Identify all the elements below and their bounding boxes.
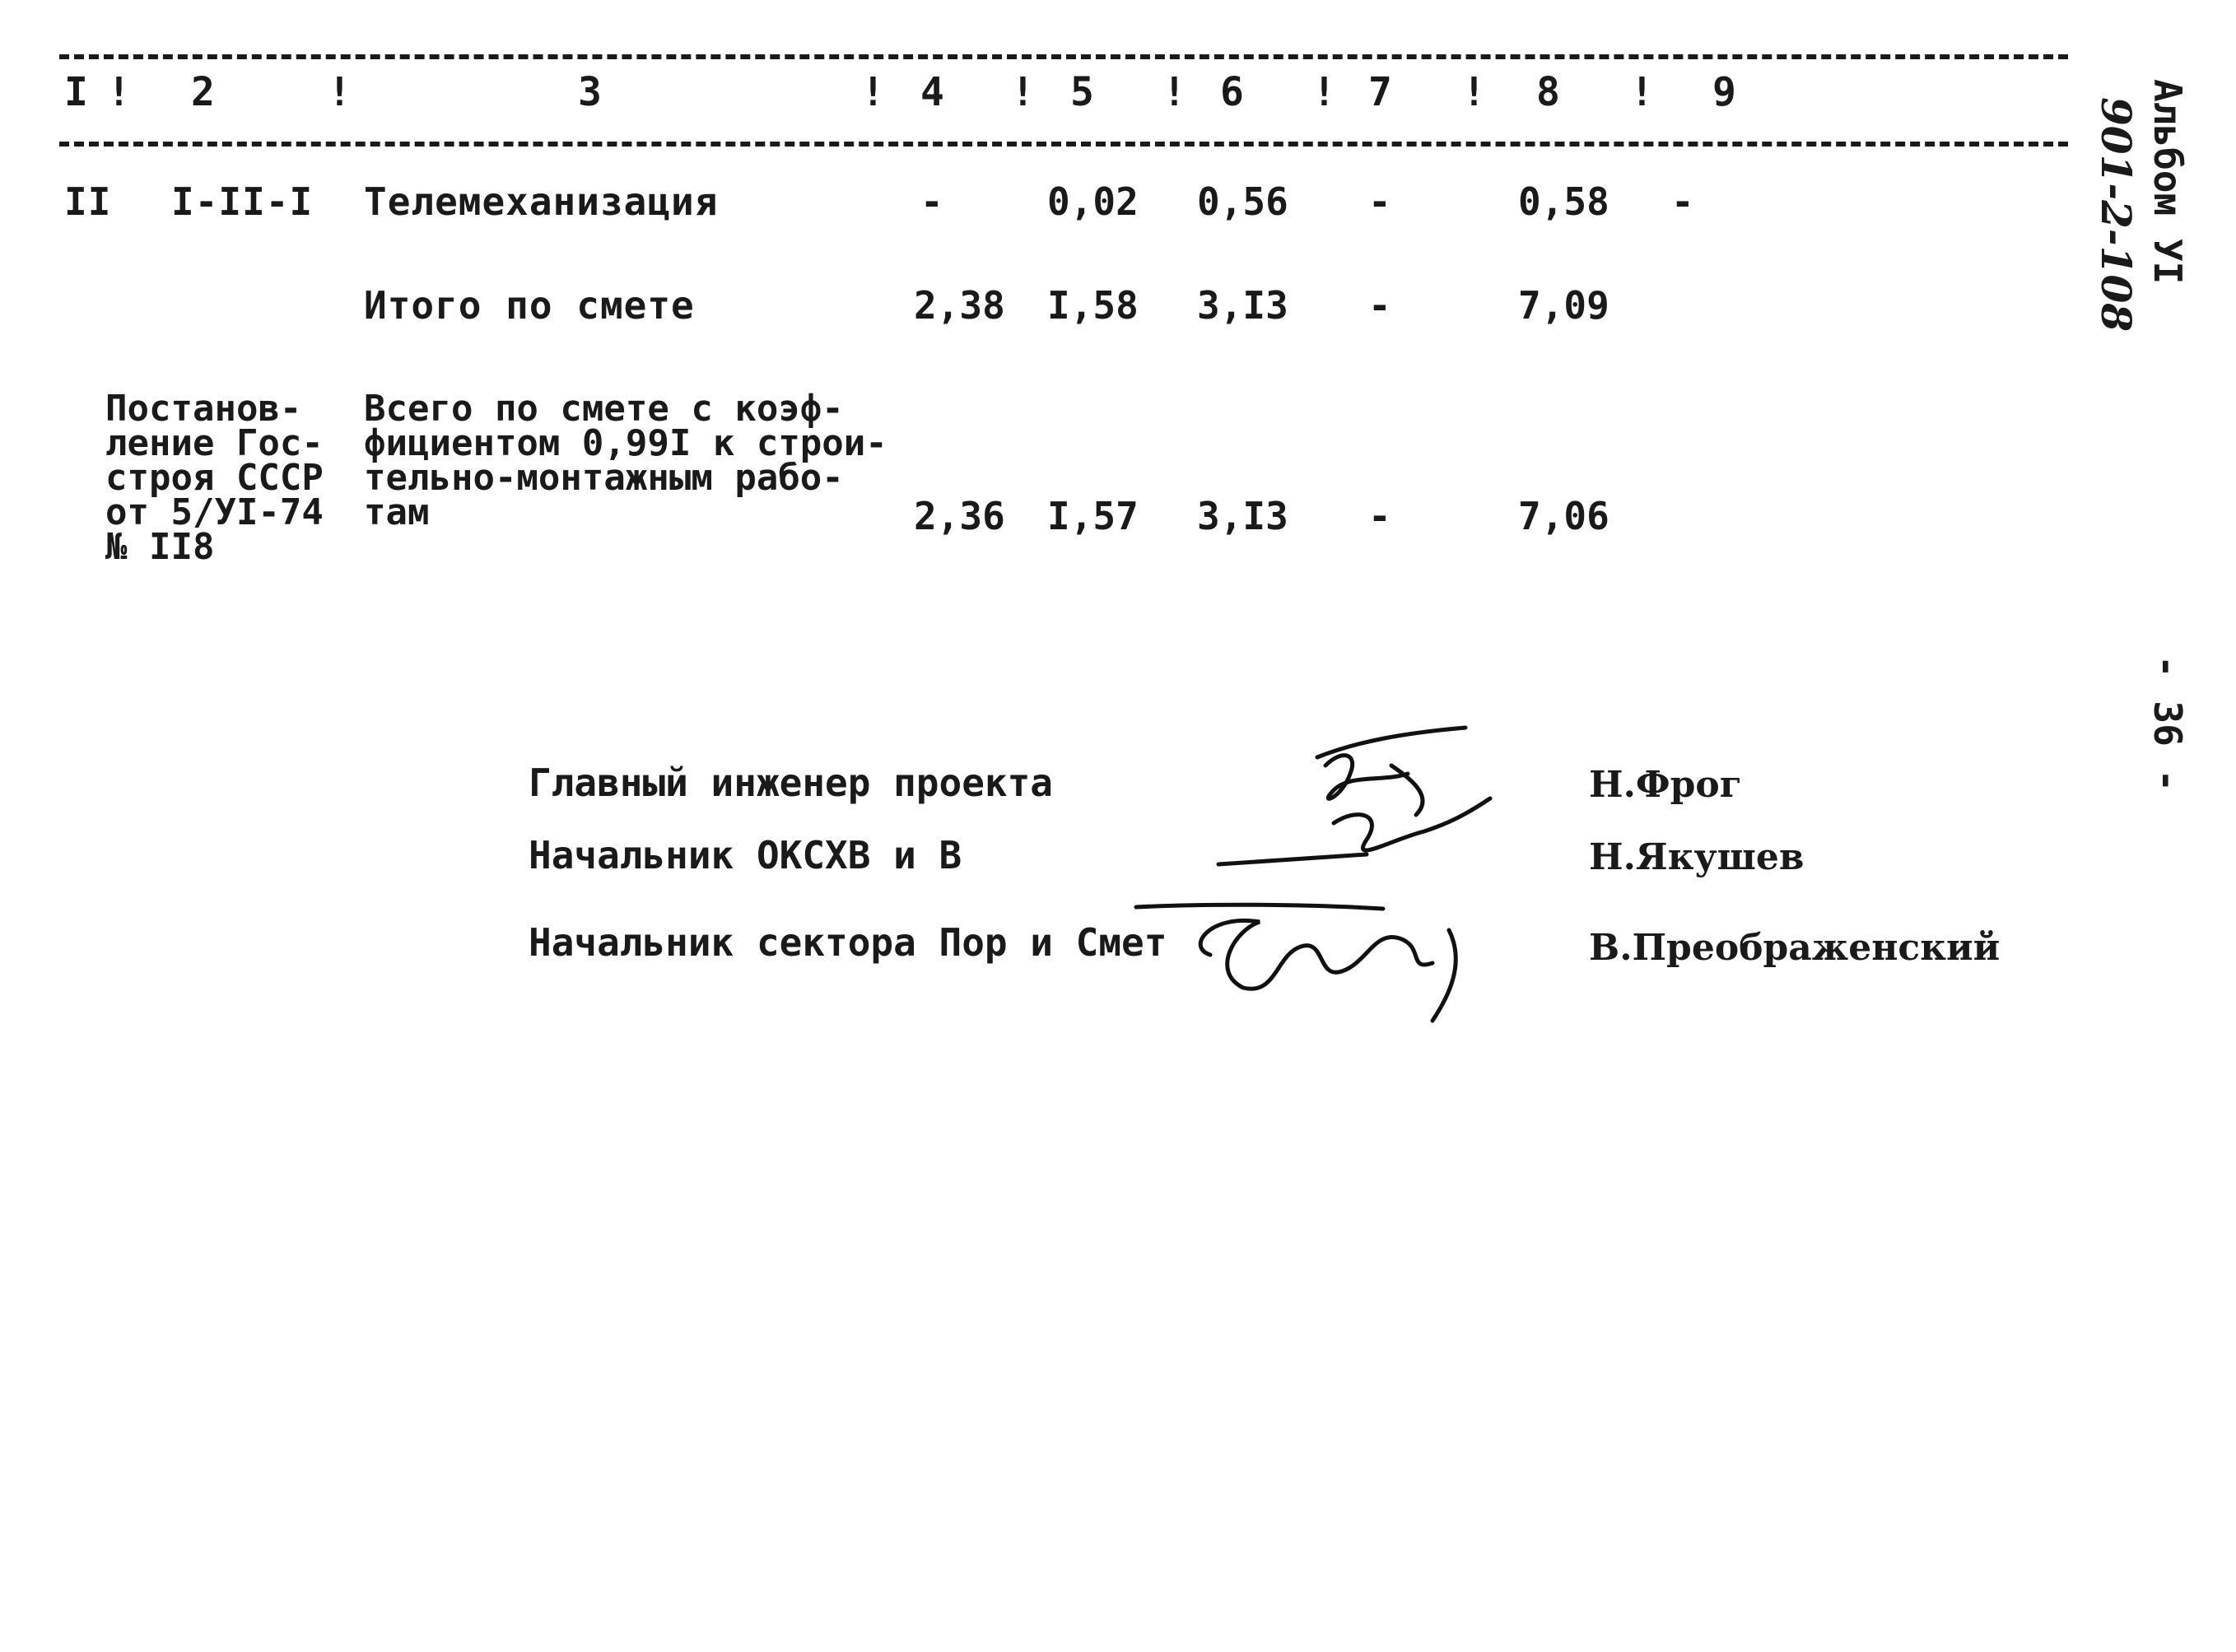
signature-name-head-sector: В.Преображенский xyxy=(1589,927,2001,969)
row1-code: I-II-I xyxy=(171,179,314,224)
row1-col4: - xyxy=(920,179,943,224)
row3-title-line: тельно-монтажным рабо- xyxy=(364,457,844,499)
handwritten-signature-1 xyxy=(1218,716,1531,881)
col-separator: ! xyxy=(1312,69,1336,115)
row3-col5: I,57 xyxy=(1047,494,1139,538)
row3-basis-line: Постанов- xyxy=(105,388,302,430)
col-header-3: 3 xyxy=(578,69,602,115)
row1-title: Телемеханизация xyxy=(364,179,719,224)
header-bottom-rule xyxy=(59,142,2068,147)
col-header-6: 6 xyxy=(1220,69,1244,115)
col-header-7: 7 xyxy=(1368,69,1392,115)
row1-col6: 0,56 xyxy=(1197,179,1288,224)
row3-title-line: Всего по смете с коэф- xyxy=(364,388,844,430)
col-header-8: 8 xyxy=(1536,69,1560,115)
row2-col6: 3,I3 xyxy=(1197,283,1288,328)
signature-name-chief-engineer: Н.Фрог xyxy=(1589,764,1742,806)
row3-title-line: там xyxy=(364,491,430,533)
col-separator: ! xyxy=(1162,69,1186,115)
project-code: 901-2-108 xyxy=(2092,97,2141,333)
row3-col7: - xyxy=(1368,494,1391,538)
signature-name-head-oksxv: Н.Якушев xyxy=(1589,836,1805,878)
row3-title-line: фициентом 0,99I к строи- xyxy=(364,422,887,464)
row1-section: II xyxy=(64,179,112,224)
row1-col9: - xyxy=(1671,179,1694,224)
col-header-2: 2 xyxy=(191,69,215,115)
col-header-4: 4 xyxy=(920,69,944,115)
row2-col8: 7,09 xyxy=(1518,283,1609,328)
row1-col7: - xyxy=(1368,179,1391,224)
col-header-1: I xyxy=(64,69,88,115)
signature-role-head-sector: Начальник сектора Пор и Смет xyxy=(529,920,1167,965)
row3-basis-line: № II8 xyxy=(105,526,215,568)
row2-col5: I,58 xyxy=(1047,283,1139,328)
row2-col7: - xyxy=(1368,283,1391,328)
col-separator: ! xyxy=(1011,69,1035,115)
row1-col5: 0,02 xyxy=(1047,179,1139,224)
row1-col8: 0,58 xyxy=(1518,179,1609,224)
row3-basis-line: от 5/УI-74 xyxy=(105,491,324,533)
album-label: Альбом УI xyxy=(2145,79,2190,285)
row3-col8: 7,06 xyxy=(1518,494,1609,538)
col-header-5: 5 xyxy=(1070,69,1094,115)
col-separator: ! xyxy=(1462,69,1486,115)
row2-col4: 2,38 xyxy=(914,283,1005,328)
col-separator: ! xyxy=(1630,69,1654,115)
row3-col6: 3,I3 xyxy=(1197,494,1288,538)
col-separator: ! xyxy=(861,69,885,115)
col-header-9: 9 xyxy=(1712,69,1736,115)
row3-basis-line: ление Гос- xyxy=(105,422,324,464)
row3-basis-line: строя СССР xyxy=(105,457,324,499)
col-separator: ! xyxy=(328,69,352,115)
signature-role-head-oksxv: Начальник ОКСХВ и В xyxy=(529,833,962,877)
page-number: - 36 - xyxy=(2145,655,2190,793)
row2-title: Итого по смете xyxy=(364,283,695,328)
header-top-rule xyxy=(59,54,2068,59)
row3-col4: 2,36 xyxy=(914,494,1005,538)
signature-role-chief-engineer: Главный инженер проекта xyxy=(529,761,1053,805)
handwritten-signature-2 xyxy=(1136,897,1498,1037)
col-separator: ! xyxy=(107,69,131,115)
